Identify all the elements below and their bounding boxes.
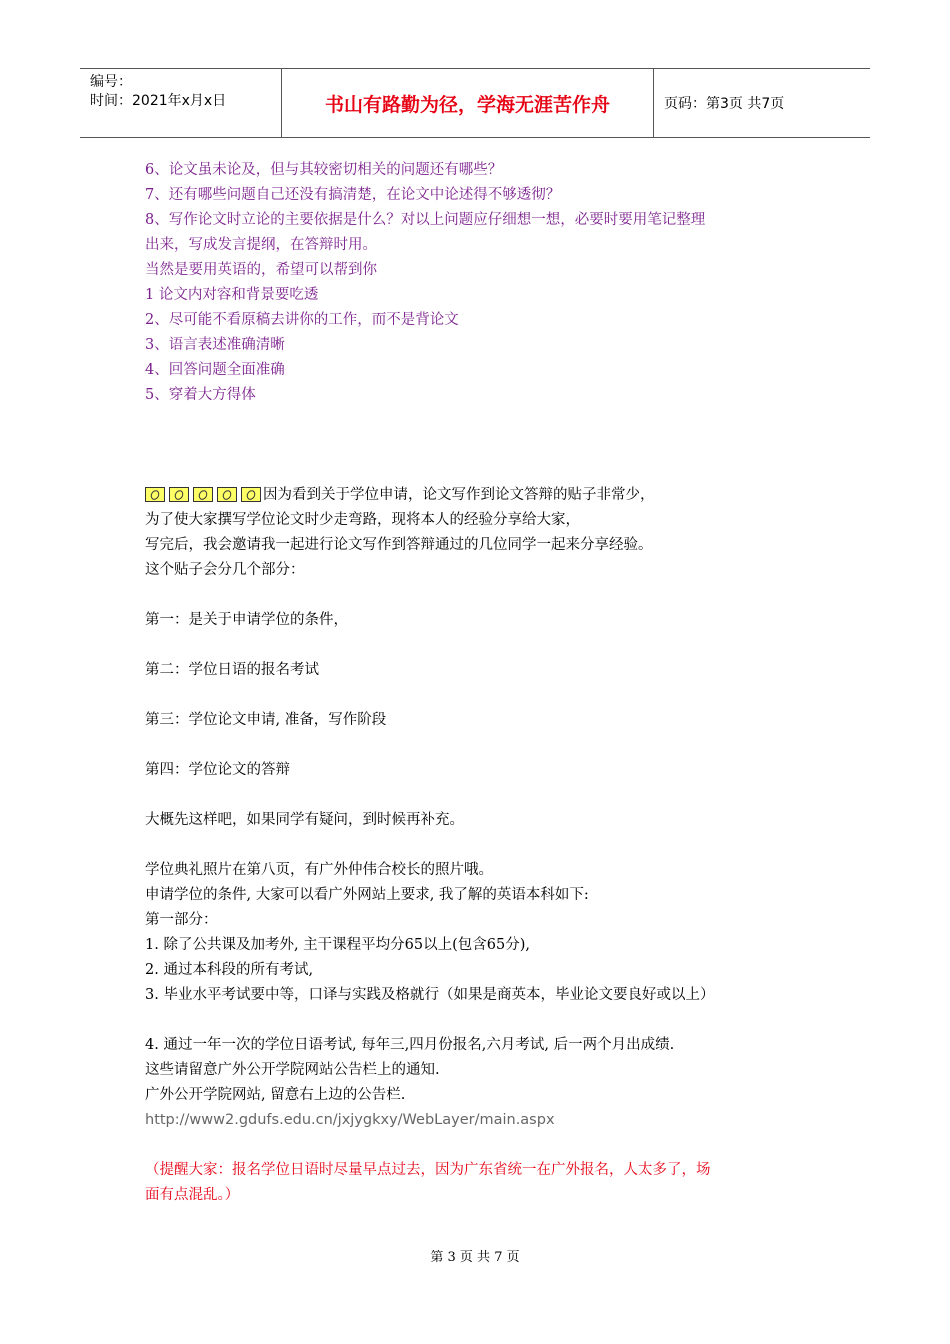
website-url[interactable]: http://www2.gdufs.edu.cn/jxjygkxy/WebLayer/main.aspx xyxy=(145,1112,555,1128)
tip-2: 2、尽可能不看原稿去讲你的工作，而不是背论文 xyxy=(145,312,459,328)
condition-3: 3. 毕业水平考试要中等，口译与实践及格就行（如果是商英本，毕业论文要良好或以上） xyxy=(145,987,715,1003)
tip-1: 1 论文内对容和背景要吃透 xyxy=(145,287,319,303)
question-8: 8、写作论文时立论的主要依据是什么？对以上问题应仔细想一想，必要时要用笔记整理 xyxy=(145,212,706,228)
question-7: 7、还有哪些问题自己还没有搞清楚，在论文中论述得不够透彻？ xyxy=(145,187,561,203)
number-label: 编号： xyxy=(90,74,132,90)
notice-line: 这些请留意广外公开学院网站公告栏上的通知. xyxy=(145,1062,440,1078)
website-line: 广外公开学院网站, 留意右上边的公告栏. xyxy=(145,1087,406,1103)
condition-1: 1. 除了公共课及加考外, 主干课程平均分65以上(包含65分), xyxy=(145,937,530,953)
intro-line-4: 这个贴子会分几个部分： xyxy=(145,562,305,578)
intro-line-1: 因为看到关于学位申请，论文写作到论文答辩的贴子非常少， xyxy=(145,483,825,508)
question-6: 6、论文虽未论及，但与其较密切相关的问题还有哪些？ xyxy=(145,162,503,178)
document-body xyxy=(145,158,825,1208)
tip-5: 5、穿着大方得体 xyxy=(145,387,256,403)
emoticon-icons xyxy=(145,487,261,502)
smiley-icon xyxy=(241,487,261,502)
smiley-icon xyxy=(145,487,165,502)
english-note: 当然是要用英语的，希望可以帮到你 xyxy=(145,262,377,278)
header-page-info: 页码：第3页 共7页 xyxy=(664,96,785,112)
time-label: 时间：2021年x月x日 xyxy=(90,93,227,109)
smiley-icon xyxy=(193,487,213,502)
conditions-intro: 申请学位的条件, 大家可以看广外网站上要求, 我了解的英语本科如下: xyxy=(145,887,589,903)
part-4: 第四：学位论文的答辩 xyxy=(145,762,290,778)
summary-line: 大概先这样吧，如果同学有疑问，到时候再补充。 xyxy=(145,812,464,828)
reminder-line-2: 面有点混乱。） xyxy=(145,1187,240,1203)
part-2: 第二：学位日语的报名考试 xyxy=(145,662,319,678)
header-motto: 书山有路勤为径，学海无涯苦作舟 xyxy=(282,69,654,137)
condition-2: 2. 通过本科段的所有考试, xyxy=(145,962,314,978)
page-footer: 第 3 页 共 7 页 xyxy=(430,1250,520,1265)
part-one-heading: 第一部分： xyxy=(145,912,218,928)
photo-note: 学位典礼照片在第八页，有广外仲伟合校长的照片哦。 xyxy=(145,862,493,878)
question-8-cont: 出来，写成发言提纲，在答辩时用。 xyxy=(145,237,377,253)
page-header xyxy=(80,68,870,138)
reminder-line-1: （提醒大家：报名学位日语时尽量早点过去，因为广东省统一在广外报名，人太多了，场 xyxy=(145,1162,711,1178)
intro-line-2: 为了使大家撰写学位论文时少走弯路，现将本人的经验分享给大家， xyxy=(145,512,580,528)
tip-4: 4、回答问题全面准确 xyxy=(145,362,285,378)
smiley-icon xyxy=(217,487,237,502)
smiley-icon xyxy=(169,487,189,502)
intro-line-3: 写完后，我会邀请我一起进行论文写作到答辩通过的几位同学一起来分享经验。 xyxy=(145,537,653,553)
part-1: 第一：是关于申请学位的条件， xyxy=(145,612,348,628)
part-3: 第三：学位论文申请, 准备，写作阶段 xyxy=(145,712,387,728)
condition-4: 4. 通过一年一次的学位日语考试, 每年三,四月份报名,六月考试, 后一两个月出成绩. xyxy=(145,1037,675,1053)
header-meta xyxy=(80,69,282,137)
tip-3: 3、语言表述准确清晰 xyxy=(145,337,285,353)
